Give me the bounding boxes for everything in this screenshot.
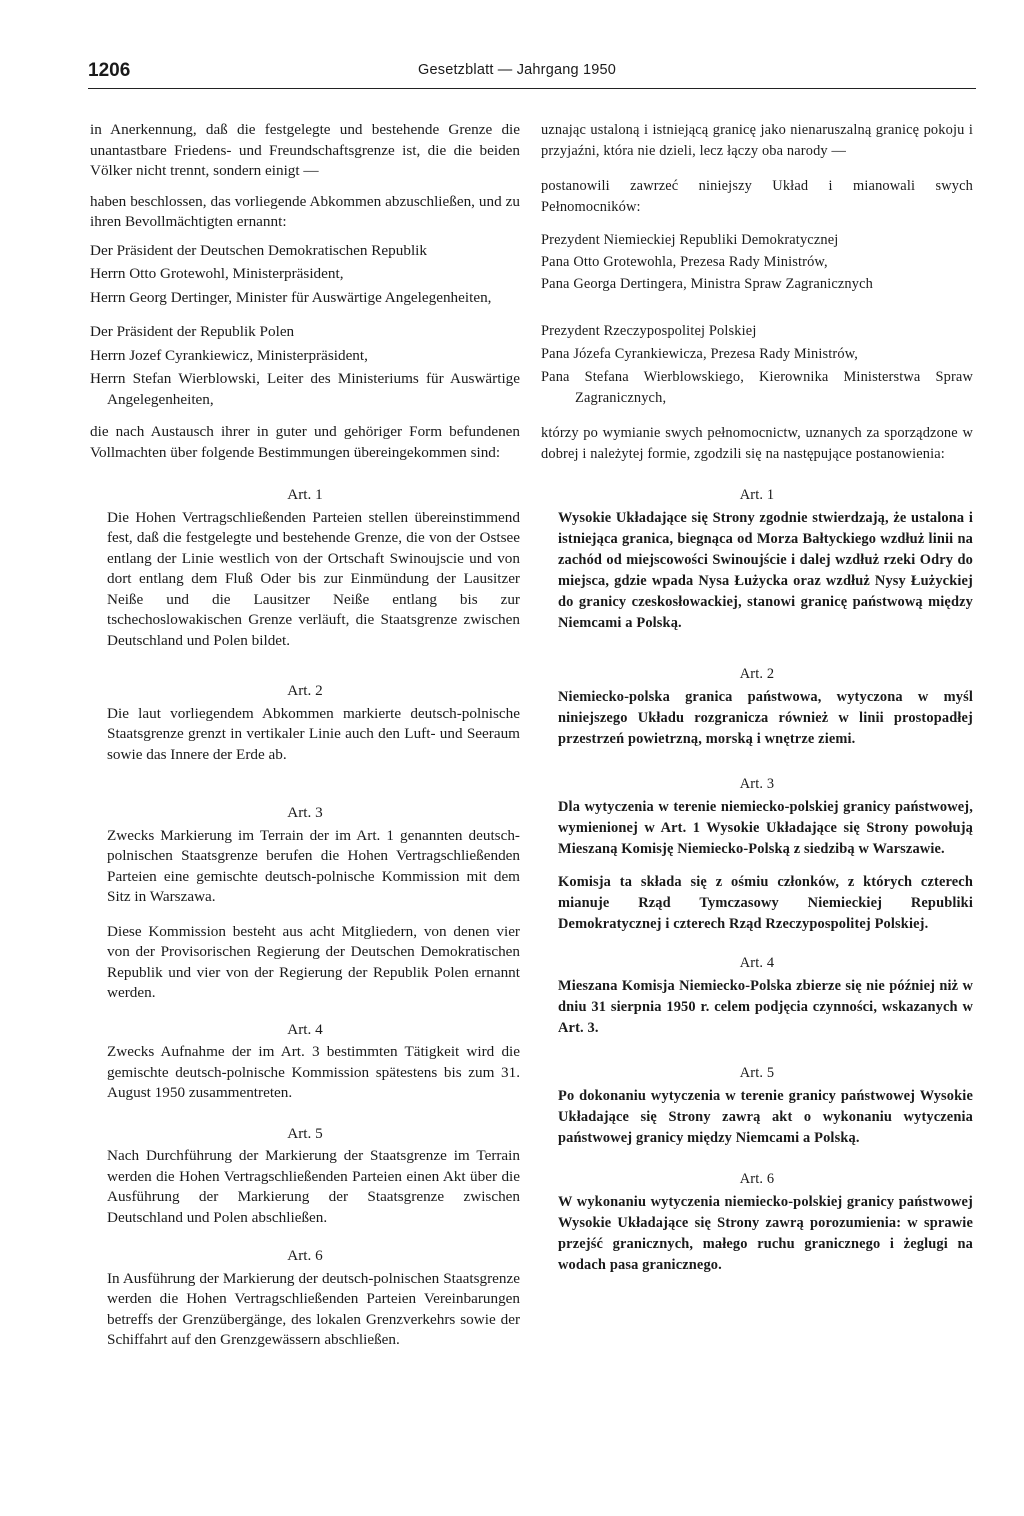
pl-representative-1a: Pana Otto Grotewohla, Prezesa Rady Ministrów, bbox=[541, 254, 828, 270]
pl-art4-title: Art. 4 bbox=[739, 955, 775, 971]
pl-art4-text: Mieszana Komisja Niemiecko-Polska zbierze się nie później niż w dniu 31 sierpnia 1950 r. celem podjęcia czynności, wskazanych w Art. 3. bbox=[558, 978, 973, 1036]
de-representative-2a: Herrn Jozef Cyrankiewicz, Ministerpräsident, bbox=[90, 346, 368, 364]
pl-party-1: Prezydent Niemieckiej Republiki Demokratycznej bbox=[541, 232, 839, 248]
de-party-2: Der Präsident der Republik Polen bbox=[90, 323, 295, 340]
pl-art3-text-a: Dla wytyczenia w terenie niemiecko-polskiej granicy państwowej, wymienionej w Art. 1 Wysokie Układające się Strony powołują Mieszaną Komisję Niemiecko-Polską z siedzibą w Warszawie. bbox=[558, 799, 973, 857]
de-art5-text: Nach Durchführung der Markierung der Staatsgrenze im Terrain werden die Hohen Vertragschließenden Parteien einen Akt über die Ausführung der Markierung der Staatsgrenze zwischen Deutschland und Polen abschließen. bbox=[107, 1147, 520, 1226]
de-art2-text: Die laut vorliegendem Abkommen markierte deutsch-polnische Staatsgrenze grenzt in vertikaler Linie auch den Luft- und Seeraum sowie das Innere der Erde ab. bbox=[107, 704, 520, 763]
pl-representative-1b: Pana Georga Dertingera, Ministra Spraw Zagranicznych bbox=[541, 276, 874, 292]
de-agreement-clause: die nach Austausch ihrer in guter und gehöriger Form befundenen Vollmachten über folgende Bestimmungen übereingekommen sind: bbox=[90, 423, 520, 461]
pl-art6-text: W wykonaniu wytyczenia niemiecko-polskiej granicy państwowej Wysokie Układające się Strony zawrą porozumienia: w sprawie przejść granicznych, małego ruchu granicznego i żeglugi na wodach pasa granicznego. bbox=[558, 1194, 973, 1273]
page-number: 1206 bbox=[88, 60, 131, 81]
pl-art2-title: Art. 2 bbox=[739, 666, 775, 682]
de-art6-title: Art. 6 bbox=[287, 1247, 323, 1264]
polish-column bbox=[541, 120, 973, 1288]
pl-art5-title: Art. 5 bbox=[739, 1065, 775, 1081]
pl-art1-title: Art. 1 bbox=[739, 487, 775, 503]
de-art1-text: Die Hohen Vertragschließenden Parteien stellen übereinstimmend fest, daß die festgelegte und bestehende Grenze, die von der Ostsee entlang der Linie westlich von der Ortschaft Swinoujscie und von dort entlang dem Fluß Oder bis zur Einmündung der Lausitzer Neiße und die Lausitzer Neiße entlang bis zur tschechoslowakischen Grenze verläuft, die Staatsgrenze zwischen Deutschland und Polen bildet. bbox=[107, 508, 520, 649]
de-resolution: haben beschlossen, das vorliegende Abkommen abzuschließen, und zu ihren Bevollmächtigten ernannt: bbox=[90, 192, 520, 230]
pl-preamble: uznając ustaloną i istniejącą granicę jako nienaruszalną granicę pokoju i przyjaźni, która nie dzieli, lecz łączy oba narody — bbox=[541, 122, 973, 159]
de-art3-text-b: Diese Kommission besteht aus acht Mitgliedern, von denen vier von der Provisorischen Regierung der Deutschen Demokratischen Republik und vier von der Regierung der Republik Polen ernannt werden. bbox=[107, 922, 520, 1001]
pl-art3-text-b: Komisja ta składa się z ośmiu członków, z których czterech mianuje Rząd Tymczasowy Niemieckiej Republiki Demokratycznej i czterech Rząd Rzeczypospolitej Polskiej. bbox=[558, 874, 973, 932]
running-title: Gesetzblatt — Jahrgang 1950 bbox=[418, 62, 617, 78]
header-rule bbox=[88, 88, 976, 89]
pl-art3-title: Art. 3 bbox=[739, 776, 775, 792]
pl-representative-2a: Pana Józefa Cyrankiewicza, Prezesa Rady Ministrów, bbox=[541, 346, 859, 362]
de-representative-1a: Herrn Otto Grotewohl, Ministerpräsident, bbox=[90, 265, 344, 282]
pl-resolution: postanowili zawrzeć niniejszy Układ i mianowali swych Pełnomocników: bbox=[541, 178, 973, 215]
pl-party-2: Prezydent Rzeczypospolitej Polskiej bbox=[541, 323, 757, 339]
de-party-1: Der Präsident der Deutschen Demokratischen Republik bbox=[90, 241, 427, 259]
pl-art5-text: Po dokonaniu wytyczenia w terenie granicy państwowej Wysokie Układające się Strony zawrą akt o wykonaniu wytyczenia państwowej granicy między Niemcami a Polską. bbox=[558, 1088, 973, 1146]
de-representative-1b: Herrn Georg Dertinger, Minister für Auswärtige Angelegenheiten, bbox=[90, 288, 492, 306]
de-art3-text-a: Zwecks Markierung im Terrain der im Art. 1 genannten deutsch-polnischen Staatsgrenze berufen die Hohen Vertragschließenden Parteien eine gemischte deutsch-polnische Kommission mit dem Sitz in Warszawa. bbox=[107, 826, 520, 905]
german-column bbox=[90, 120, 520, 1363]
de-art3-title: Art. 3 bbox=[287, 804, 323, 821]
de-representative-2b: Herrn Stefan Wierblowski, Leiter des Ministeriums für Auswärtige Angelegenheiten, bbox=[90, 370, 520, 408]
de-art4-title: Art. 4 bbox=[287, 1020, 323, 1038]
de-art6-text: In Ausführung der Markierung der deutsch-polnischen Staatsgrenze werden die Hohen Vertragschließenden Parteien Vereinbarungen betreffs der Grenzübergänge, des lokalen Grenzverkehrs sowie der Schiffahrt auf den Grenzgewässern abschließen. bbox=[107, 1269, 520, 1348]
pl-representative-2b: Pana Stefana Wierblowskiego, Kierownika Ministerstwa Spraw Zagranicznych, bbox=[541, 369, 973, 406]
pl-art1-text: Wysokie Układające się Strony zgodnie stwierdzają, że ustalona i istniejąca granica, biegnąca od Morza Bałtyckiego wzdłuż linii na zachód od miejscowości Swinoujście i dalej wzdłuż rzeki Odry do miejsca, gdzie wpada Nysa Łużycka oraz wzdłuż Nysy Łużyckiej do granicy czeskosłowackiej, stanowi granicę państwową między Niemcami a Polską. bbox=[558, 510, 973, 631]
de-art1-title: Art. 1 bbox=[287, 486, 323, 503]
de-art2-title: Art. 2 bbox=[287, 682, 323, 699]
page-header bbox=[88, 60, 976, 86]
pl-art2-text: Niemiecko-polska granica państwowa, wytyczona w myśl niniejszego Układu rozgranicza również w linii prostopadłej przestrzeń powietrzną, morską i wnętrze ziemi. bbox=[558, 689, 973, 747]
de-art5-title: Art. 5 bbox=[287, 1124, 323, 1142]
de-art4-text: Zwecks Aufnahme der im Art. 3 bestimmten Tätigkeit wird die gemischte deutsch-polnische Kommission spätestens bis zum 31. August 1950 zusammentreten. bbox=[107, 1043, 520, 1101]
pl-agreement-clause: którzy po wymianie swych pełnomocnictw, uznanych za sporządzone w dobrej i należytej formie, zgodzili się na następujące postanowienia: bbox=[541, 425, 973, 462]
de-preamble: in Anerkennung, daß die festgelegte und bestehende Grenze die unantastbare Friedens- und Freundschaftsgrenze ist, die die beiden Völker nicht trennt, sondern einigt — bbox=[90, 121, 520, 179]
pl-art6-title: Art. 6 bbox=[739, 1171, 775, 1187]
